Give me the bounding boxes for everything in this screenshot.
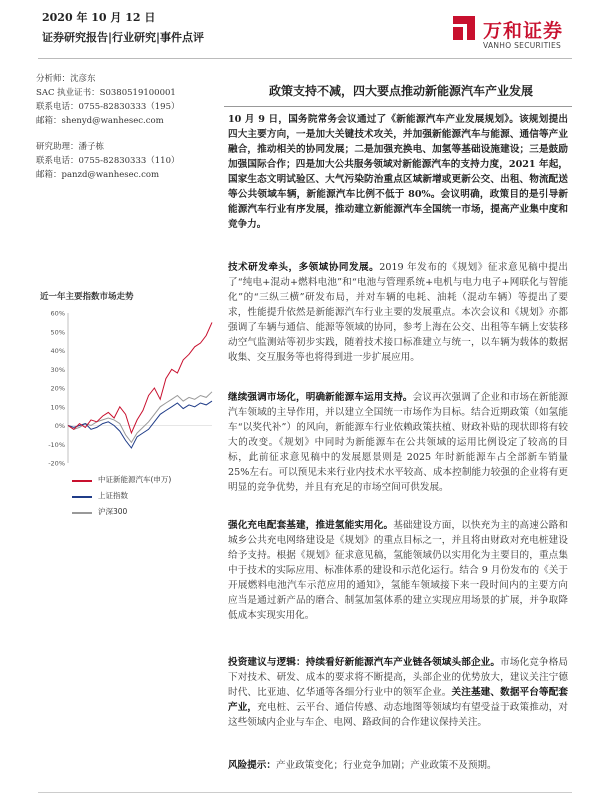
section-tech [228,260,568,365]
y-tick-label: 0% [54,422,65,430]
assistant-name: 研究助理：潘子栋 [36,142,105,152]
section-tech-lead: 技术研发牵头，多领域协同发展。 [228,262,380,273]
y-tick-label: 60% [50,309,65,318]
analyst-phone: 联系电话：0755-82830333（195） [36,102,180,112]
analyst-email: 邮箱：shenyd@wanhesec.com [36,116,164,126]
index-trend-chart [40,305,220,525]
header-divider [38,58,572,59]
logo-name-cn: 万和证券 [483,20,564,42]
logo-mark-icon [453,16,475,40]
section-infra-lead: 强化充电配套基建，推进氢能实用化。 [228,520,394,531]
legend-label: 上证指数 [98,491,128,500]
title-divider [224,106,572,107]
section-risk-lead: 风险提示： [228,760,276,771]
analyst-sac: SAC 执业证书：S0380519100001 [36,88,176,98]
legend-label: 沪深300 [98,507,128,516]
footer-divider [38,792,572,793]
analyst-info [36,72,206,182]
series-line-0 [68,322,212,433]
section-investment-lead-2: 关注基建、数据平台等配套产业， [228,687,569,713]
legend-label: 中证新能源汽车(申万) [98,475,172,484]
section-market [228,390,568,495]
chart-title: 近一年主要指数市场走势 [40,292,134,302]
section-infra-body: 基础建设方面，以快充为主的高速公路和城乡公共充电网络建设是《规划》的重点目标之一，并且将由财政对充电桩建设给予支持。根据《规划》征求意见稿，氢能领域仍以实用化为主要目的，重点集中于技术的实际应用、标准体系的建设和示范化运行。结合 9 月份发布的《关于开展燃料电池汽车示范应用的通知》，氢能车领域接下来一段时间内的主要方向应当是通过新产品的磨合、制氢加氢体系的建立实现应用场景的扩展，并争取降低成本实现实用化。 [228,520,568,621]
section-investment [228,655,568,730]
brand-logo [453,16,573,56]
assistant-phone: 联系电话：0755-82830333（110） [36,156,180,166]
assistant-email: 邮箱：panzd@wanhesec.com [36,170,160,180]
report-header [42,10,204,47]
y-tick-label: -20% [48,459,65,468]
y-tick-label: 40% [50,347,65,355]
section-investment-body-2: 充电桩、云平台、通信传感、动态地图等领域均有望受益于政策推动，对这些领域内企业与车企、电网、路政间的合作建议保持关注。 [228,702,569,728]
y-tick-label: 20% [50,384,65,393]
report-title: 政策支持不减，四大要点推动新能源汽车产业发展 [268,84,533,98]
analyst-name: 分析师：沈彦东 [36,74,96,84]
section-investment-body: 市场化竞争格局下对技术、研发、成本的要求将不断提高，头部企业的优势放大，建议关注宁德时代、比亚迪、亿华通等各细分行业中的领军企业。 [228,657,569,698]
y-tick-label: 50% [50,328,65,337]
y-tick-label: -10% [48,440,65,449]
section-investment-lead: 投资建议与逻辑：持续看好新能源汽车产业链各领域头部企业。 [228,657,501,668]
section-market-body: 会议再次强调了企业和市场在新能源汽车领域的主导作用，并以建立全国统一市场作为目标。结合近期政策（如氢能车“以奖代补”）的风向，新能源车行业依赖政策扶植、财政补贴的现状即将有较大的改变。《规划》中同时为新能源车在公共领域的运用比例设定了较高的目标，此前征求意见稿中的发展愿景则是 2025 年时新能源车占全部新车销量 25%左右。可以预见未来行业内技术水平较高、成本控制能力较强的企业将有更明显的竞争优势，并且有充足的市场空间可供发展。 [228,392,569,493]
section-tech-body: 2019 年发布的《规划》征求意见稿中提出了“纯电+混动+燃料电池”和“电池与管理系统+电机与电力电子+网联化与智能化”的“三纵三横”研发布局，并对车辆的电耗、油耗（混动车辆）等提出了要求，性能提升依然是新能源汽车行业主要的发展重点。本次会议和《规划》亦都强调了车辆与通信、能源等领域的协同，参考上海在公交、出租等车辆上安装移动空气监测站等初步实践，随着技术接口标准建立与统一，以车辆为载体的数据收集、交互服务等也将得到进一步扩展应用。 [228,262,569,363]
y-tick-label: 30% [50,365,65,374]
section-risk [228,758,568,773]
section-market-lead: 继续强调市场化，明确新能源车运用支持。 [228,392,413,403]
section-infra [228,518,568,623]
summary-paragraph: 10 月 9 日，国务院常务会议通过了《新能源汽车产业发展规划》。该规划提出四大主要方向，一是加大关键技术攻关，并加强新能源汽车与能源、通信等产业融合，推动相关的协同发展；二是加强充换电、加氢等基础设施建设；三是鼓励加强国际合作；四是加大公共服务领域对新能源汽车的支持力度，2021 年起，国家生态文明试验区、大气污染防治重点区域新增或更新公交、出租、物流配送等公共领域车辆，新能源汽车比例不低于 80%。会议明确，政策目的是引导新能源汽车行业有序发展，推动建立新能源汽车全国统一市场，提高产业集中度和竞争力。 [228,114,568,230]
report-date: 2020 年 10 月 12 日 [42,11,156,24]
report-type: 证券研究报告|行业研究|事件点评 [42,31,205,44]
y-tick-label: 10% [50,403,65,412]
logo-name-en: VANHO SECURITIES [483,41,562,50]
section-risk-body: 产业政策变化；行业竞争加剧；产业政策不及预期。 [275,760,497,771]
